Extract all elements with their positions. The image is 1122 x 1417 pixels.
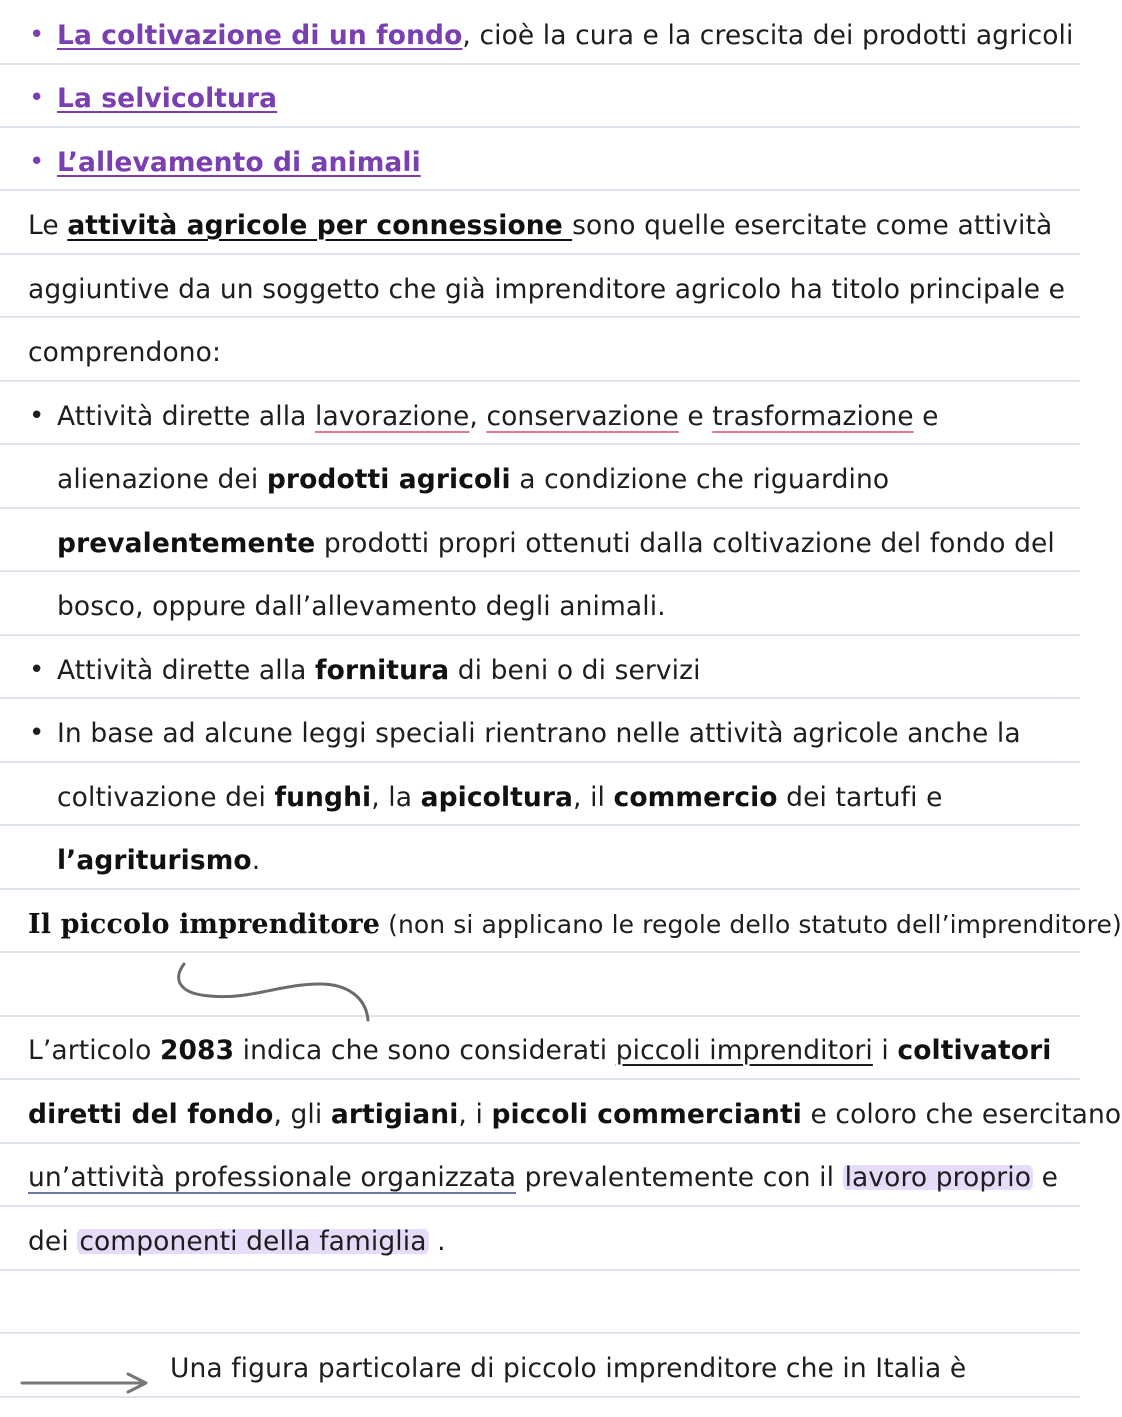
term-attivita-connessione: attività agricole per connessione [67,210,573,241]
paragraph-articolo-line3: un’attività professionale organizzata prevalentemente con il lavoro proprio e [28,1162,1059,1193]
list-item-fornitura: Attività dirette alla fornitura di beni o di servizi [57,655,701,686]
bullet-dot: • [29,655,45,685]
list-item-leggi-speciali-line3: l’agriturismo. [57,845,261,876]
highlight-lavoro-proprio: lavoro proprio [844,1162,1032,1193]
link-allevamento[interactable]: L’allevamento di animali [57,147,421,178]
link-selvicoltura[interactable]: La selvicoltura [57,83,278,114]
bullet-item-allevamento [57,145,1080,208]
list-item-lavorazione-line4: bosco, oppure dall’allevamento degli animali. [57,591,666,622]
paragraph-connessione-line3: comprendono: [28,337,222,368]
bullet-dot: • [29,718,45,748]
bullet-dot: • [29,401,45,431]
paragraph-articolo-line2: diretti del fondo, gli artigiani, i piccoli commercianti e coloro che esercitano [28,1099,1122,1130]
term-conservazione: conservazione [486,401,679,432]
paragraph-connessione-line2: aggiuntive da un soggetto che già imprenditore agricolo ha titolo principale e [28,274,1066,305]
last-line-figura-particolare: Una figura particolare di piccolo imprenditore che in Italia è [170,1353,967,1384]
list-item-leggi-speciali-line2: coltivazione dei funghi, la apicoltura, il commercio dei tartufi e [57,782,943,813]
term-attivita-professionale: un’attività professionale organizzata [28,1162,517,1193]
heading-title: Il piccolo imprenditore [28,909,381,940]
term-trasformazione: trasformazione [712,401,914,432]
paragraph-connessione-line1: Le attività agricole per connessione sono quelle esercitate come attività [28,210,1053,241]
term-piccoli-imprenditori: piccoli imprenditori [615,1035,873,1066]
squiggle-decoration [170,958,380,1028]
term-lavorazione: lavorazione [315,401,470,432]
bullet-dot: • [29,83,45,113]
bullet-item-coltivazione: La coltivazione di un fondo, cioè la cura e la crescita dei prodotti agricoli [57,20,1074,51]
list-item-lavorazione-line3: prevalentemente prodotti propri ottenuti dalla coltivazione del fondo del [57,528,1055,559]
highlight-componenti-famiglia: componenti della famiglia [79,1226,427,1257]
list-item-leggi-speciali-line1: In base ad alcune leggi speciali rientrano nelle attività agricole anche la [57,718,1021,749]
arrow-right-icon [20,1369,155,1397]
list-item-lavorazione-line1: Attività dirette alla lavorazione, conservazione e trasformazione e [57,401,939,432]
bullet-dot: • [29,20,45,50]
heading-note: (non si applicano le regole dello statuto dell’imprenditore) [380,910,1122,939]
paragraph-articolo-line4: dei componenti della famiglia . [28,1226,446,1257]
bullet-dot: • [29,147,45,177]
paragraph-articolo-line1: L’articolo 2083 indica che sono considerati piccoli imprenditori i coltivatori [28,1035,1052,1066]
link-coltivazione[interactable]: La coltivazione di un fondo [57,20,463,51]
bullet-item-selvicoltura [57,81,1080,144]
list-item-lavorazione-line2: alienazione dei prodotti agricoli a condizione che riguardino [57,464,890,495]
